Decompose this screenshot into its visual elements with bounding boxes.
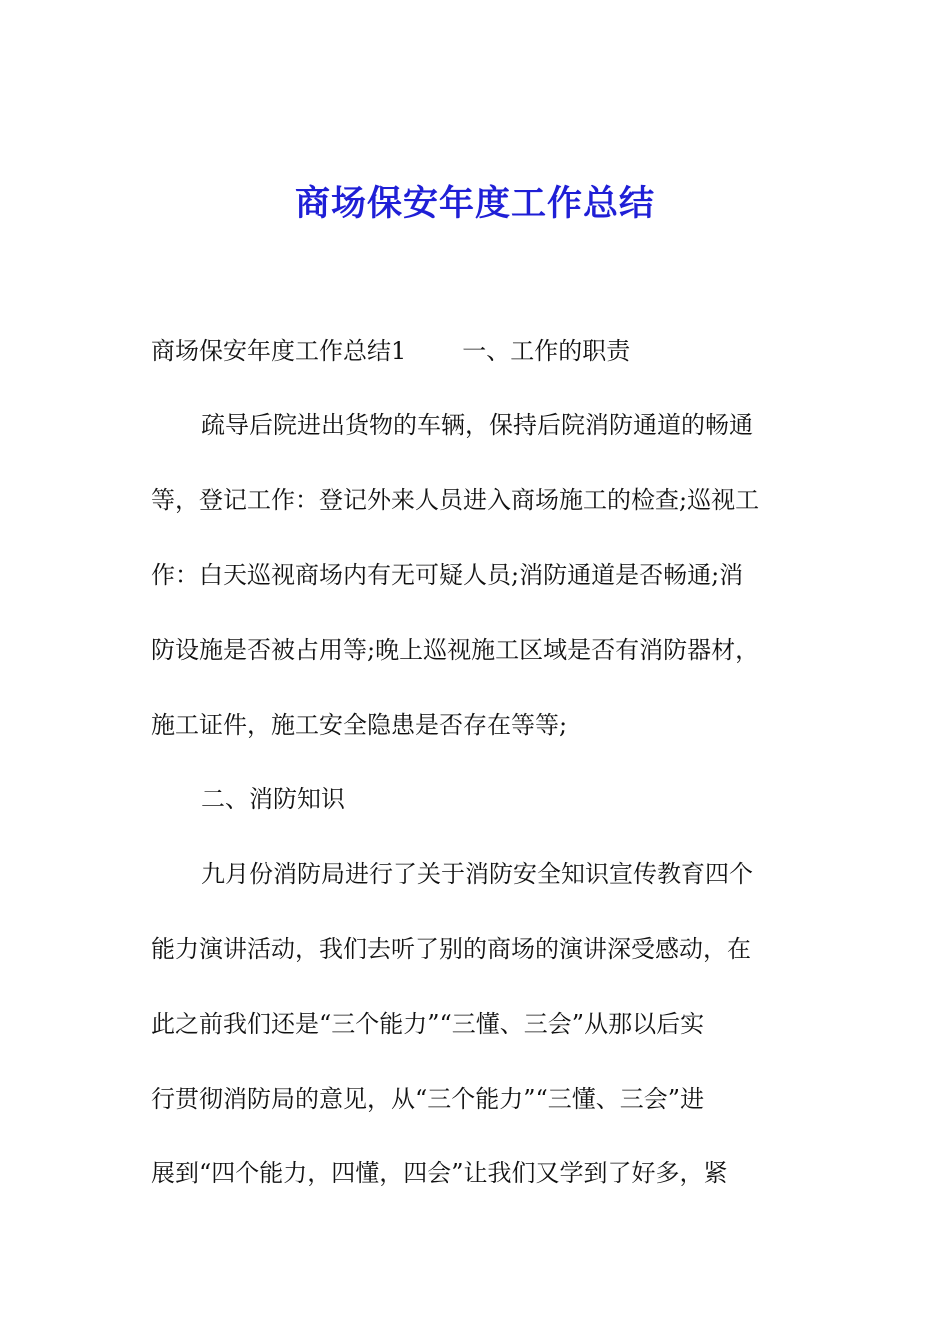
paragraph1-line: 施工证件，施工安全隐患是否存在等等;: [151, 711, 568, 739]
paragraph2-line: 九月份消防局进行了关于消防安全知识宣传教育四个: [201, 860, 753, 888]
document-subtitle: 商场保安年度工作总结1: [151, 337, 407, 365]
paragraph1-line: 防设施是否被占用等;晚上巡视施工区域是否有消防器材，: [151, 636, 760, 664]
heading-line: [151, 331, 811, 371]
paragraph1-line: 等，登记工作：登记外来人员进入商场施工的检查;巡视工: [151, 486, 760, 514]
paragraph2-line: 行贯彻消防局的意见，从“三个能力”“三懂、三会”进: [151, 1085, 705, 1113]
paragraph1-line: 作：白天巡视商场内有无可疑人员;消防通道是否畅通;消: [151, 561, 744, 589]
paragraph2-line: 此之前我们还是“三个能力”“三懂、三会”从那以后实: [151, 1010, 705, 1038]
section2-title: 二、消防知识: [201, 785, 345, 813]
document-title: 商场保安年度工作总结: [294, 184, 655, 224]
section1-title: 一、工作的职责: [462, 337, 631, 365]
paragraph1-line: 疏导后院进出货物的车辆，保持后院消防通道的畅通: [201, 411, 753, 439]
paragraph2-line: 展到“四个能力，四懂，四会”让我们又学到了好多，紧: [151, 1159, 728, 1187]
paragraph2-line: 能力演讲活动，我们去听了别的商场的演讲深受感动，在: [151, 935, 751, 963]
